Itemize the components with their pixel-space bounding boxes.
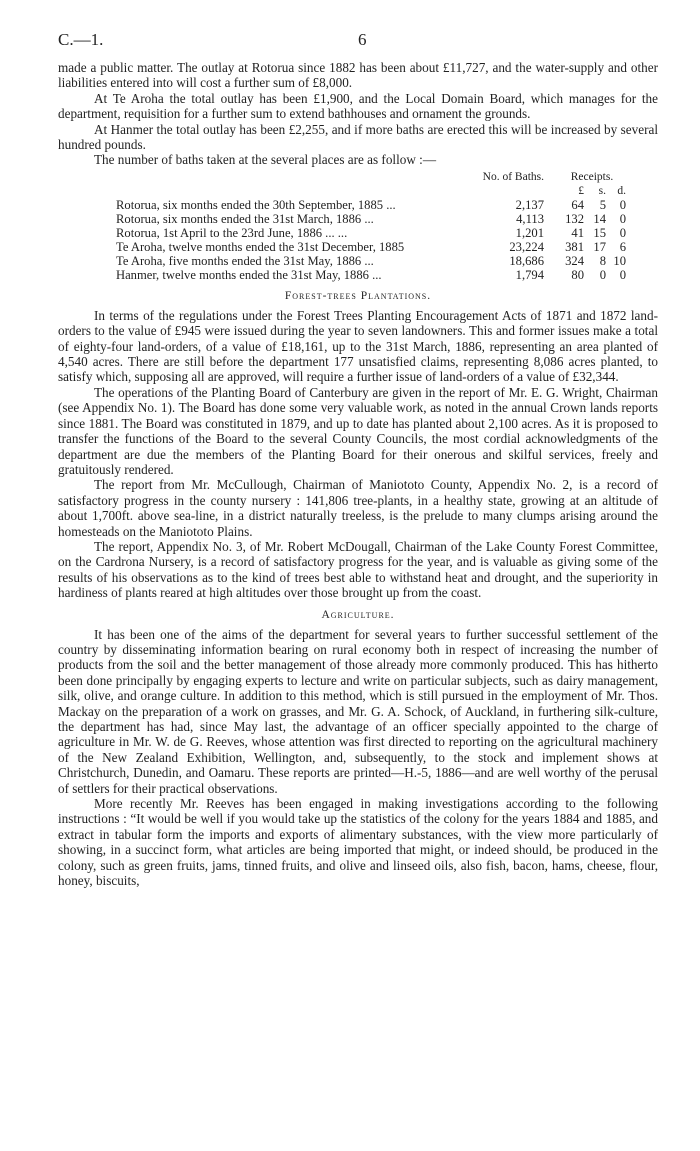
table-header bbox=[58, 170, 658, 184]
table-row bbox=[58, 254, 658, 268]
row-baths: 4,113 bbox=[516, 211, 544, 226]
table-row bbox=[58, 198, 658, 212]
row-pence: 0 bbox=[619, 211, 626, 226]
paragraph: The report from Mr. McCullough, Chairman of Maniototo County, Appendix No. 2, is a record of satisfactory progress in the county nursery : 141,806 tree-plants, in a healthy state, growing at an altitude of about 1,700ft. above sea-line, in a district naturally treeless, is the prelude to many clumps arising around the homesteads on the Maniototo Plains. bbox=[58, 477, 658, 539]
row-baths: 18,686 bbox=[509, 253, 544, 268]
section-heading-agriculture: Agriculture. bbox=[321, 608, 395, 621]
paragraph: The operations of the Planting Board of Canterbury are given in the report of Mr. E. G. Wright, Chairman (see Appendix No. 1). The Board has done some very valuable work, as noted in the annual Crown lands reports since 1881. The Board was constituted in 1879, and up to date has planted about 2,100 acres. As it is proposed to transfer the functions of the Board to the several County Councils, the most cordial acknowledgments of the department are due the members of the Planting Board for their onerous and skilful services, freely and gratuitously rendered. bbox=[58, 384, 658, 477]
row-pence: 6 bbox=[619, 239, 626, 254]
row-baths: 23,224 bbox=[509, 239, 544, 254]
row-shillings: 5 bbox=[599, 197, 606, 212]
row-pounds: 80 bbox=[571, 267, 584, 282]
row-shillings: 17 bbox=[593, 239, 606, 254]
row-shillings: 15 bbox=[593, 225, 606, 240]
row-baths: 1,794 bbox=[515, 267, 544, 282]
row-baths: 1,201 bbox=[515, 225, 544, 240]
paragraph: The report, Appendix No. 3, of Mr. Robert McDougall, Chairman of the Lake County Forest Committee, on the Cardrona Nursery, is a record of satisfactory progress for the year, and is valuable as giving some of the results of his observations as to the kind of trees best able to withstand heat and drought, and the superiority in hardiness of plants reared at high altitudes over those brought up from the coast. bbox=[58, 538, 658, 601]
unit-shillings: s. bbox=[598, 184, 606, 197]
page-header bbox=[58, 30, 658, 50]
paragraph: At Hanmer the total outlay has been £2,255, and if more baths are erected this will be increased by several hundred pounds. bbox=[58, 121, 658, 153]
table-row bbox=[58, 268, 658, 282]
row-pounds: 324 bbox=[565, 253, 584, 268]
document-reference: C.—1. bbox=[58, 30, 104, 49]
unit-pounds: £ bbox=[578, 184, 584, 197]
row-pounds: 132 bbox=[565, 211, 584, 226]
paragraph: More recently Mr. Reeves has been engaged in making investigations according to the following instructions : “It would be well if you would take up the statistics of the colony for the years 1884 and 1885, and extract in tabular form the imports and exports of alimentary substances, with the view more particularly of showing, in a succinct form, what articles are being imported that might, or indeed should, be produced in the colony, such as green fruits, jams, tinned fruits, and olive and linseed oils, also fish, bacon, hams, cheese, flour, honey, biscuits, bbox=[58, 796, 658, 889]
row-pounds: 381 bbox=[565, 239, 584, 254]
row-place: Hanmer, twelve months ended the 31st May, 1886 ... bbox=[116, 267, 382, 282]
row-shillings: 8 bbox=[599, 253, 606, 268]
row-pence: 10 bbox=[613, 253, 626, 268]
row-pounds: 64 bbox=[571, 197, 584, 212]
row-pounds: 41 bbox=[571, 225, 584, 240]
unit-pence: d. bbox=[617, 184, 626, 197]
page-number: 6 bbox=[358, 30, 367, 49]
paragraph: In terms of the regulations under the Forest Trees Planting Encouragement Acts of 1871 and 1872 land-orders to the value of £945 were issued during the year to seven landowners. This and former issues make a total of eighty-four land-orders, of a value of £18,161, up to the 31st March, 1886, representing an area planted of 4,540 acres. There are still before the department 177 unsatisfied claims, representing 8,086 acres planted, to satisfy which, supposing all are approved, will require a further issue of land-orders of a value of £32,344. bbox=[58, 307, 658, 385]
paragraph: At Te Aroha the total outlay has been £1,900, and the Local Domain Board, which manages for the department, requisition for a further sum to extend bathhouses and ornament the grounds. bbox=[58, 90, 658, 122]
column-header-baths: No. of Baths. bbox=[482, 170, 544, 183]
row-place: Rotorua, six months ended the 31st March, 1886 ... bbox=[116, 211, 374, 226]
row-baths: 2,137 bbox=[515, 197, 544, 212]
row-pence: 0 bbox=[619, 197, 626, 212]
row-pence: 0 bbox=[619, 225, 626, 240]
table-row bbox=[58, 226, 658, 240]
baths-table bbox=[58, 170, 658, 282]
section-heading-forest: Forest-trees Plantations. bbox=[284, 289, 432, 302]
table-row bbox=[58, 240, 658, 254]
paragraph: made a public matter. The outlay at Rotorua since 1882 has been about £11,727, and the water-supply and other liabilities entered into will cost a further sum of £8,000. bbox=[58, 60, 658, 91]
paragraph: It has been one of the aims of the department for several years to further successful settlement of the country by disseminating information bearing on rural economy both in respect of increasing the number of products from the soil and the better management of those already more commonly produced. This has hitherto been done principally by engaging experts to lecture and write on particular subjects, such as dairy management, silk, olive, and orange culture. In addition to this method, which is still pursued in the employment of Mr. Thos. Mackay on the preparation of a work on grasses, and Mr. G. A. Schock, of Auckland, in furthering silk-culture, the department has had, since May last, the advantage of an officer specially appointed to the charge of agriculture in Mr. W. de G. Reeves, whose attention was first directed to reporting on the agricultural machinery of the New Zealand Exhibition, Wellington, and, subsequently, to the stock and implement shows at Christchurch, Dunedin, and Oamaru. These reports are printed—H.-5, 1886—and are well worthy of the perusal of settlers for their practical observations. bbox=[58, 626, 658, 796]
row-place: Te Aroha, twelve months ended the 31st December, 1885 bbox=[116, 239, 405, 254]
row-shillings: 14 bbox=[593, 211, 606, 226]
row-place: Te Aroha, five months ended the 31st May, 1886 ... bbox=[116, 253, 374, 268]
table-row bbox=[58, 212, 658, 226]
document-page bbox=[58, 30, 658, 888]
row-pence: 0 bbox=[619, 267, 626, 282]
row-place: Rotorua, 1st April to the 23rd June, 1886 ... ... bbox=[116, 225, 348, 240]
row-place: Rotorua, six months ended the 30th September, 1885 ... bbox=[116, 197, 396, 212]
paragraph: The number of baths taken at the several places are as follow :— bbox=[94, 152, 437, 168]
table-units bbox=[58, 184, 658, 198]
row-shillings: 0 bbox=[599, 267, 606, 282]
column-header-receipts: Receipts. bbox=[570, 170, 614, 183]
